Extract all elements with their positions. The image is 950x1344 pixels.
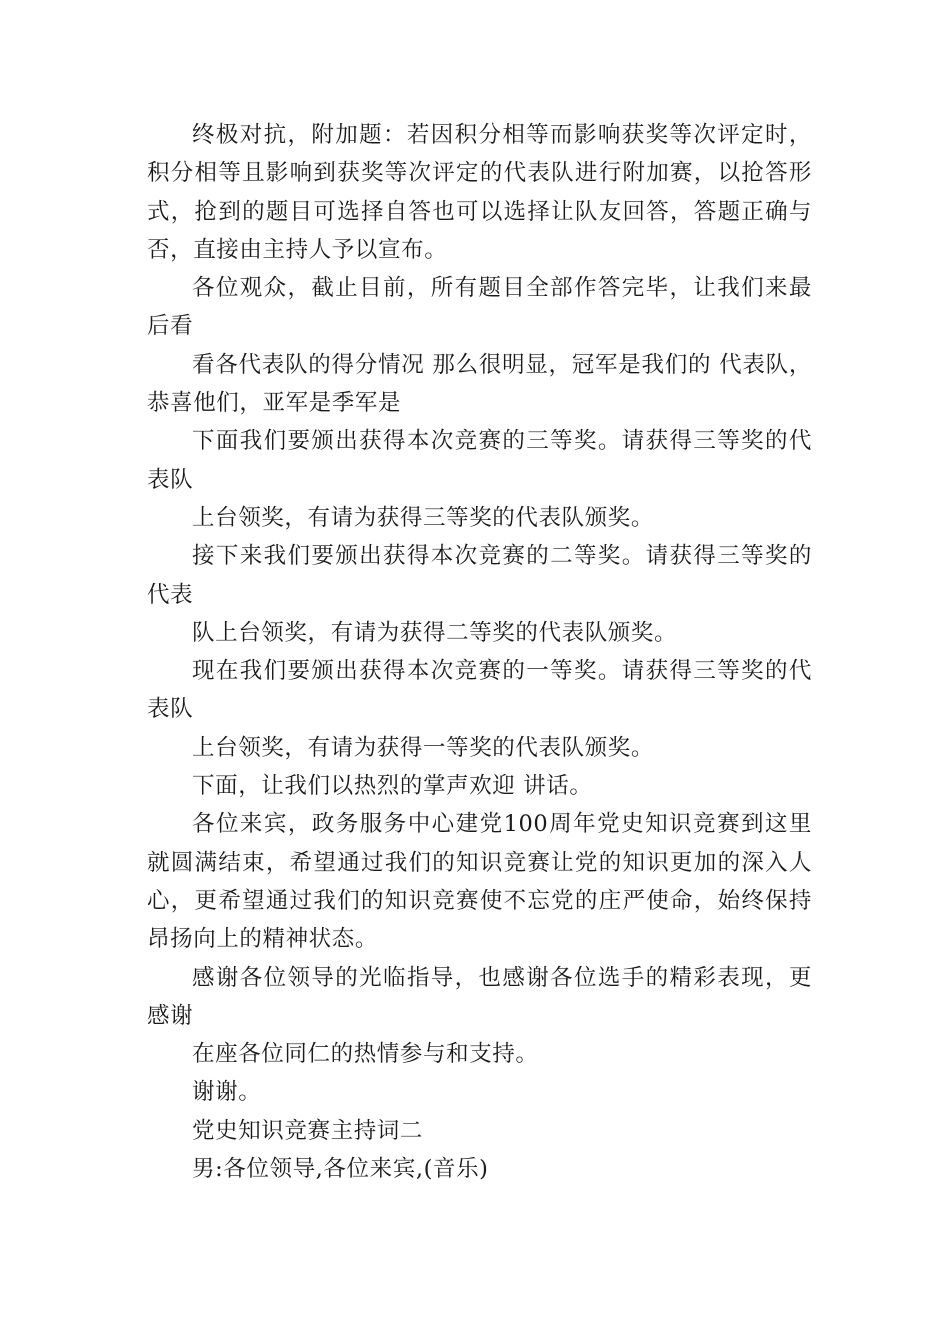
- paragraph-speech-welcome: 下面，让我们以热烈的掌声欢迎 讲话。: [192, 773, 593, 800]
- paragraph-closing-remarks: 各位来宾，政务服务中心建党100周年党史知识竞赛到这里就圆满结束，希望通过我们的知识竞赛让党的知识更加的深入人心，更希望通过我们的知识竞赛使不忘党的庄严使命，始终保持昂扬向上的精神状态。: [147, 811, 812, 953]
- paragraph-thanks-colleagues: 在座各位同仁的热情参与和支持。: [192, 1041, 539, 1068]
- paragraph-second-prize-call: 接下来我们要颁出获得本次竞赛的二等奖。请获得三等奖的代表: [147, 543, 812, 608]
- document-body: [147, 116, 812, 1188]
- paragraph-second-prize-award: 队上台领奖，有请为获得二等奖的代表队颁奖。: [192, 619, 678, 646]
- section-heading-script-two: 党史知识竞赛主持词二: [192, 1117, 424, 1144]
- paragraph-audience-intro: 各位观众，截止目前，所有题目全部作答完毕，让我们来最后看: [147, 275, 812, 340]
- paragraph-first-prize-award: 上台领奖，有请为获得一等奖的代表队颁奖。: [192, 734, 655, 761]
- paragraph-thanks-leaders: 感谢各位领导的光临指导，也感谢各位选手的精彩表现，更感谢: [147, 964, 812, 1029]
- paragraph-tiebreaker-rules: 终极对抗，附加题：若因积分相等而影响获奖等次评定时，积分相等且影响到获奖等次评定的代表队进行附加赛，以抢答形式，抢到的题目可选择自答也可以选择让队友回答，答题正确与否，直接由主持人予以宣布。: [147, 122, 812, 263]
- paragraph-male-host-opening: 男:各位领导,各位来宾,(音乐): [192, 1156, 489, 1183]
- paragraph-first-prize-call: 现在我们要颁出获得本次竞赛的一等奖。请获得三等奖的代表队: [147, 658, 812, 723]
- paragraph-third-prize-award: 上台领奖，有请为获得三等奖的代表队颁奖。: [192, 504, 655, 531]
- paragraph-third-prize-call: 下面我们要颁出获得本次竞赛的三等奖。请获得三等奖的代表队: [147, 428, 812, 493]
- paragraph-thank-you: 谢谢。: [192, 1079, 262, 1106]
- paragraph-results: 看各代表队的得分情况 那么很明显，冠军是我们的 代表队，恭喜他们，亚军是季军是: [147, 351, 812, 417]
